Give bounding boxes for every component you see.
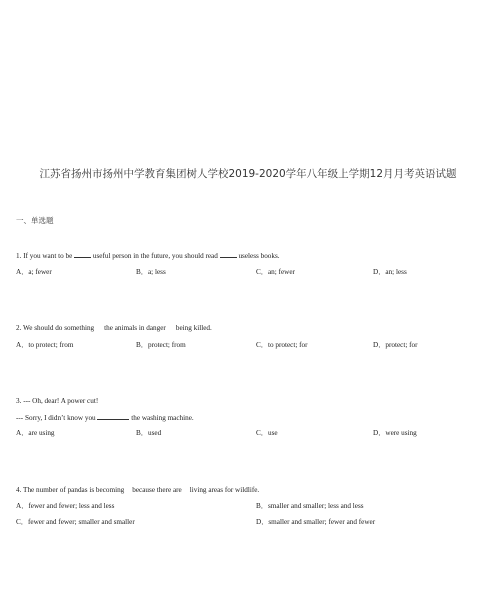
answer-blank <box>220 251 237 258</box>
question-4-text-c: living areas for wildlife. <box>189 486 260 494</box>
option-c: C．use <box>256 429 278 437</box>
option-a: A．a; fewer <box>16 268 52 276</box>
question-2-text-b: the animals in danger <box>104 324 166 332</box>
answer-blank <box>74 251 91 258</box>
question-2-text-c: being killed. <box>175 324 212 332</box>
question-2-stem <box>16 324 212 332</box>
option-b: B．smaller and smaller; less and less <box>256 502 364 510</box>
question-1-stem <box>16 251 280 260</box>
question-3-text-b: the washing machine. <box>129 414 194 422</box>
question-3-line-2 <box>16 413 194 422</box>
option-d: D．an; less <box>373 268 407 276</box>
question-3-text-a: --- Sorry, I didn’t know you <box>16 414 98 422</box>
option-b: B．a; less <box>136 268 166 276</box>
question-3-line-1: 3. --- Oh, dear! A power cut! <box>16 397 99 405</box>
option-b: B．used <box>136 429 162 437</box>
option-c: C．to protect; for <box>256 341 308 349</box>
option-a: A．are using <box>16 429 55 437</box>
document-title: 江苏省扬州市扬州中学教育集团树人学校2019-2020学年八年级上学期12月月考英语试题 <box>39 168 457 180</box>
option-d: D．were using <box>373 429 417 437</box>
section-heading: 一、单选题 <box>16 216 54 225</box>
question-4-stem <box>16 486 259 494</box>
option-b: B．protect; from <box>136 341 186 349</box>
option-d: D．protect; for <box>373 341 418 349</box>
option-a: A．fewer and fewer; less and less <box>16 502 115 510</box>
option-c: C．an; fewer <box>256 268 295 276</box>
question-4-text-a: 4. The number of pandas is becoming <box>16 486 125 494</box>
answer-blank <box>97 413 129 420</box>
question-1-text-c: useless books. <box>236 252 280 260</box>
option-c: C．fewer and fewer; smaller and smaller <box>16 518 135 526</box>
question-1-text-a: 1. If you want to be <box>16 252 75 260</box>
option-a: A．to protect; from <box>16 341 74 349</box>
question-2-text-a: 2. We should do something <box>16 324 95 332</box>
question-4-text-b: because there are <box>132 486 182 494</box>
question-1-text-b: useful person in the future, you should read <box>91 252 220 260</box>
option-d: D．smaller and smaller; fewer and fewer <box>256 518 376 526</box>
